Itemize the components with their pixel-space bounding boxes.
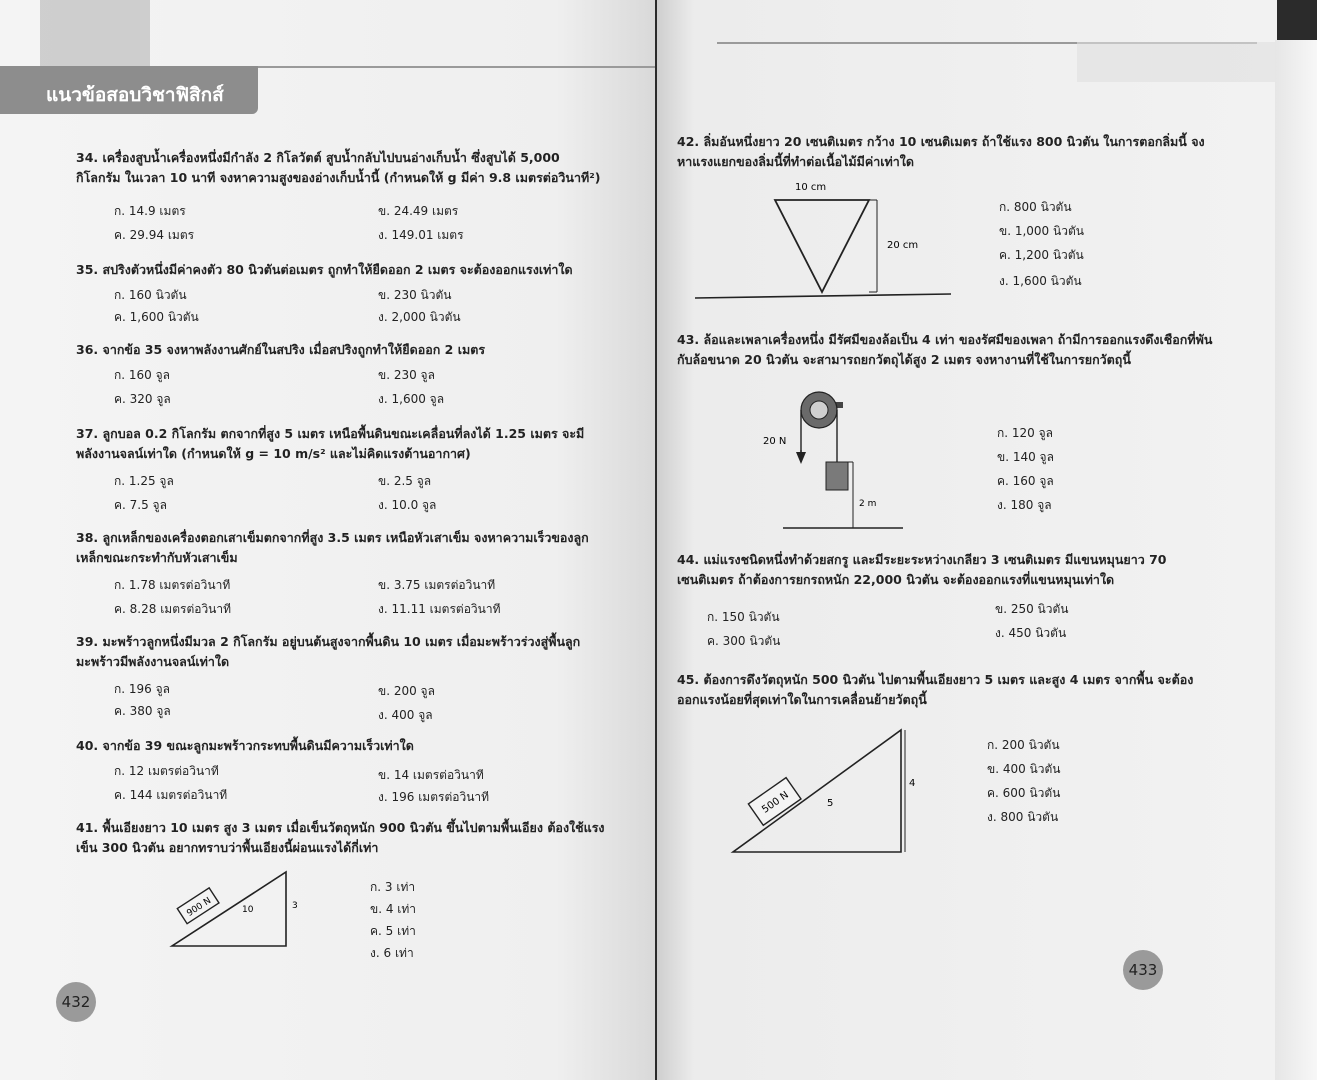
load-block-43 — [826, 462, 848, 490]
q35-option-c: ค. 1,600 นิวตัน — [114, 310, 199, 324]
q35-option-b: ข. 230 นิวตัน — [378, 288, 452, 302]
question-42-stem: 42. ลิ่มอันหนึ่งยาว 20 เซนติเมตร กว้าง 10 เซนติเมตร ถ้าใช้แรง 800 นิวตัน ในการตอกลิ่มนี้ จงหาแรงแยกของลิ่มนี้ที่ทำต่อเนื้อไม้มีค่าเท่าใด — [677, 134, 1205, 169]
q36-option-d: ง. 1,600 จูล — [378, 392, 445, 406]
q38-option-a: ก. 1.78 เมตรต่อวินาที — [114, 578, 231, 592]
header-title: แนวข้อสอบวิชาฟิสิกส์ — [46, 84, 224, 106]
q40-option-b: ข. 14 เมตรต่อวินาที — [378, 768, 484, 782]
q38-option-c: ค. 8.28 เมตรต่อวินาที — [114, 602, 232, 616]
q41-option-c: ค. 5 เท่า — [370, 924, 416, 938]
q40-option-c: ค. 144 เมตรต่อวินาที — [114, 788, 228, 802]
q35-option-a: ก. 160 นิวตัน — [114, 288, 187, 302]
height-label-42: 20 cm — [887, 240, 919, 251]
question-36-stem: 36. จากข้อ 35 จงหาพลังงานศักย์ในสปริง เมื่อสปริงถูกทำให้ยืดออก 2 เมตร — [76, 342, 486, 357]
q34-option-d: ง. 149.01 เมตร — [378, 228, 464, 242]
q42-option-a: ก. 800 นิวตัน — [999, 200, 1072, 214]
q44-option-a: ก. 150 นิวตัน — [707, 610, 780, 624]
q39-option-a: ก. 196 จูล — [114, 682, 170, 696]
length-label-41: 10 — [242, 905, 254, 915]
q42-option-b: ข. 1,000 นิวตัน — [999, 224, 1084, 238]
q41-option-a: ก. 3 เท่า — [370, 880, 416, 894]
q44-option-d: ง. 450 นิวตัน — [995, 626, 1067, 640]
q43-option-b: ข. 140 จูล — [997, 450, 1054, 464]
q41-option-b: ข. 4 เท่า — [370, 902, 417, 916]
question-40-stem: 40. จากข้อ 39 ขณะลูกมะพร้าวกระทบพื้นดินมีความเร็วเท่าใด — [76, 738, 414, 753]
question-39-stem: 39. มะพร้าวลูกหนึ่งมีมวล 2 กิโลกรัม อยู่บนต้นสูงจากพื้นดิน 10 เมตร เมื่อมะพร้าวร่วงสู่พื้นลูกมะพร้าวมีพลังงานจลน์เท่าใด — [76, 634, 581, 669]
wedge-diagram-42 — [693, 178, 953, 304]
q38-option-b: ข. 3.75 เมตรต่อวินาที — [378, 578, 496, 592]
q38-option-d: ง. 11.11 เมตรต่อวินาที — [378, 602, 501, 616]
question-37-stem: 37. ลูกบอล 0.2 กิโลกรัม ตกจากที่สูง 5 เมตร เหนือพื้นดินขณะเคลื่อนที่ลงได้ 1.25 เมตร จะมีพลังงานจลน์เท่าใด (กำหนดให้ g = 10 m/s² และไม่คิดแรงต้านอากาศ) — [76, 426, 585, 461]
q42-option-c: ค. 1,200 นิวตัน — [999, 248, 1084, 262]
right-header-tab — [1077, 42, 1277, 82]
q37-option-c: ค. 7.5 จูล — [114, 498, 167, 512]
question-35-stem: 35. สปริงตัวหนึ่งมีค่าคงตัว 80 นิวตันต่อเมตร ถูกทำให้ยืดออก 2 เมตร จะต้องออกแรงเท่าใด — [76, 262, 573, 277]
q39-option-d: ง. 400 จูล — [378, 708, 433, 722]
question-45-stem: 45. ต้องการดึงวัตถุหนัก 500 นิวตัน ไปตามพื้นเอียงยาว 5 เมตร และสูง 4 เมตร จากพื้น จะต้องออกแรงน้อยที่สุดเท่าใดในการเคลื่อนย้ายวัตถุนี้ — [677, 672, 1194, 707]
q36-option-b: ข. 230 จูล — [378, 368, 435, 382]
wheel-axle-diagram-43 — [763, 384, 933, 534]
force-label-43: 20 N — [763, 436, 787, 447]
height-label-41: 3 — [292, 901, 298, 911]
block-41 — [177, 888, 219, 924]
incline-diagram-41 — [168, 868, 308, 952]
q44-option-b: ข. 250 นิวตัน — [995, 602, 1069, 616]
q45-option-b: ข. 400 นิวตัน — [987, 762, 1061, 776]
q40-option-a: ก. 12 เมตรต่อวินาที — [114, 764, 219, 778]
axle-43 — [810, 401, 828, 419]
height-label-45: 4 — [909, 778, 916, 789]
q37-option-a: ก. 1.25 จูล — [114, 474, 174, 488]
block-45 — [748, 778, 801, 826]
q34-option-b: ข. 24.49 เมตร — [378, 204, 459, 218]
q36-option-a: ก. 160 จูล — [114, 368, 170, 382]
q39-option-c: ค. 380 จูล — [114, 704, 171, 718]
question-38-stem: 38. ลูกเหล็กของเครื่องตอกเสาเข็มตกจากที่สูง 3.5 เมตร เหนือหัวเสาเข็ม จงหาความเร็วของลูกเหล็กขณะกระทำกับหัวเสาเข็ม — [76, 530, 589, 565]
q45-option-a: ก. 200 นิวตัน — [987, 738, 1060, 752]
header-tab — [0, 66, 258, 114]
page-edge — [1275, 40, 1317, 1080]
length-label-45: 5 — [827, 798, 834, 809]
q45-option-d: ง. 800 นิวตัน — [987, 810, 1059, 824]
q44-option-c: ค. 300 นิวตัน — [707, 634, 781, 648]
q43-option-a: ก. 120 จูล — [997, 426, 1053, 440]
q36-option-c: ค. 320 จูล — [114, 392, 171, 406]
q40-option-d: ง. 196 เมตรต่อวินาที — [378, 790, 490, 804]
q45-option-c: ค. 600 นิวตัน — [987, 786, 1061, 800]
q34-option-a: ก. 14.9 เมตร — [114, 204, 186, 218]
q34-option-c: ค. 29.94 เมตร — [114, 228, 195, 242]
header-shade — [40, 0, 150, 66]
question-44-stem: 44. แม่แรงชนิดหนึ่งทำด้วยสกรู และมีระยะระหว่างเกลียว 3 เซนติเมตร มีแขนหมุนยาว 70 เซนติเมตร ถ้าต้องการยกรถหนัก 22,000 นิวตัน จะต้องออกแรงที่แขนหมุนเท่าใด — [677, 552, 1167, 587]
q43-option-c: ค. 160 จูล — [997, 474, 1054, 488]
q43-option-d: ง. 180 จูล — [997, 498, 1052, 512]
left-page — [0, 0, 655, 1080]
wedge-triangle-42 — [775, 200, 869, 292]
question-34-stem: 34. เครื่องสูบน้ำเครื่องหนึ่งมีกำลัง 2 กิโลวัตต์ สูบน้ำกลับไปบนอ่างเก็บน้ำ ซึ่งสูบได้ 5,000 กิโลกรัม ในเวลา 10 นาที จงหาความสูงของอ่างเก็บน้ำนี้ (กำหนดให้ g มีค่า 9.8 เมตรต่อวินาที²) — [76, 150, 601, 185]
page-number-right: 433 — [1123, 950, 1163, 990]
q37-option-b: ข. 2.5 จูล — [378, 474, 432, 488]
page-number-left: 432 — [56, 982, 96, 1022]
width-label-42: 10 cm — [795, 182, 827, 193]
right-page — [657, 0, 1277, 1080]
q39-option-b: ข. 200 จูล — [378, 684, 435, 698]
incline-diagram-45 — [727, 724, 927, 864]
force-arrow-head-43 — [796, 452, 806, 464]
question-41-stem: 41. พื้นเอียงยาว 10 เมตร สูง 3 เมตร เมื่อเข็นวัตถุหนัก 900 นิวตัน ขึ้นไปตามพื้นเอียง ต้องใช้แรงเข็น 300 นิวตัน อยากทราบว่าพื้นเอียงนี้ผ่อนแรงได้กี่เท่า — [76, 820, 605, 855]
incline-triangle-45 — [733, 730, 901, 852]
ground-line-42 — [695, 294, 951, 298]
block-label-41: 900 N — [185, 895, 214, 919]
q35-option-d: ง. 2,000 นิวตัน — [378, 310, 461, 324]
question-43-stem: 43. ล้อและเพลาเครื่องหนึ่ง มีรัศมีของล้อเป็น 4 เท่า ของรัศมีของเพลา ถ้ามีการออกแรงดึงเชือกที่พันกับล้อขนาด 20 นิวตัน จะสามารถยกวัตถุได้สูง 2 เมตร จงหางานที่ใช้ในการยกวัตถุนี้ — [677, 332, 1213, 367]
q37-option-d: ง. 10.0 จูล — [378, 498, 437, 512]
height-label-43: 2 m — [859, 499, 877, 509]
block-label-45: 500 N — [760, 789, 791, 816]
q42-option-d: ง. 1,600 นิวตัน — [999, 274, 1082, 288]
q41-option-d: ง. 6 เท่า — [370, 946, 414, 960]
